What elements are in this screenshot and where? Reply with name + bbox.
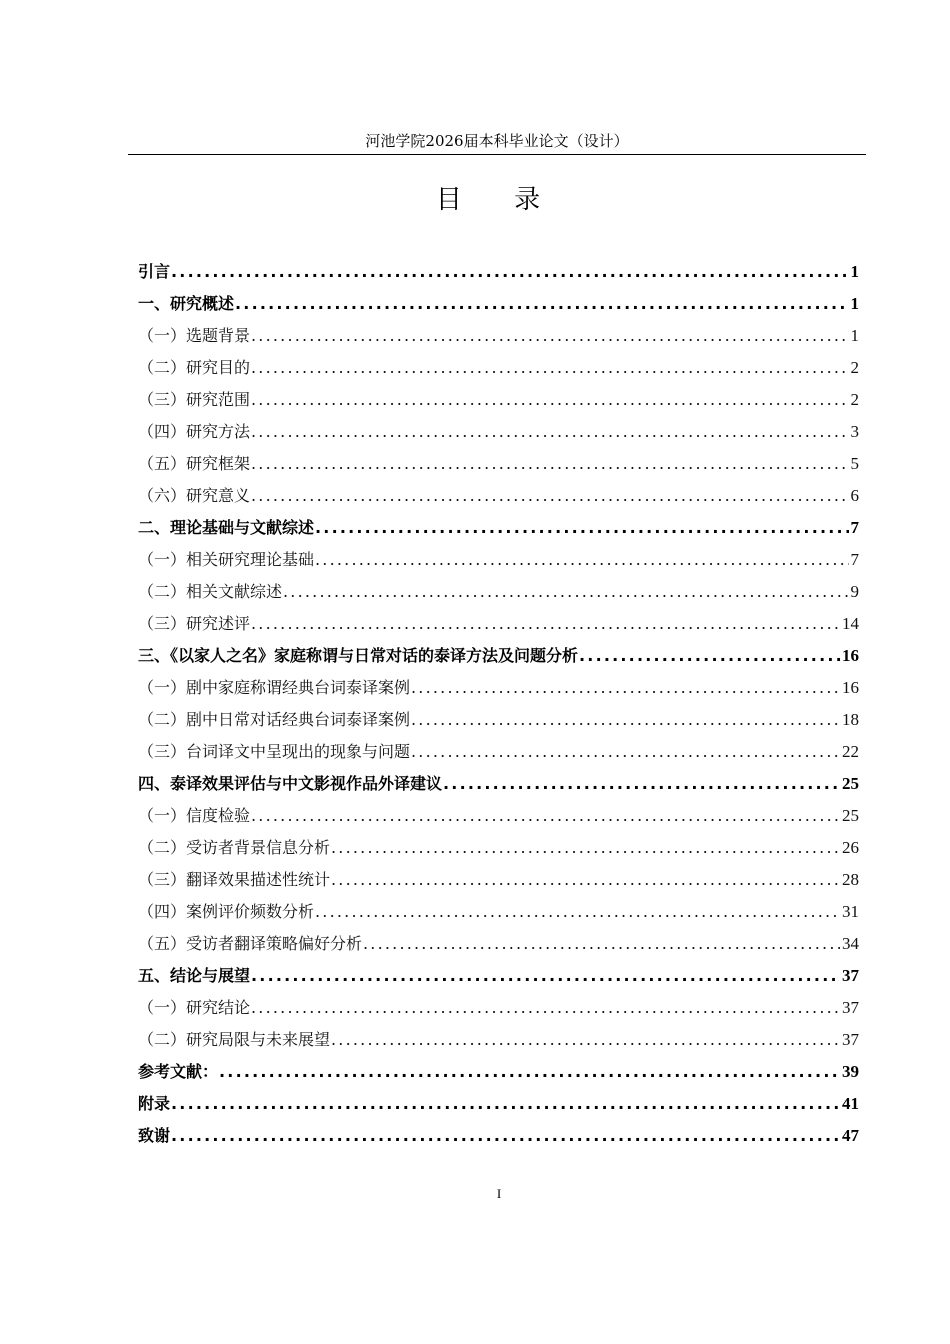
toc-entry-label: （六）研究意义	[138, 486, 251, 505]
page-number: I	[496, 1186, 502, 1201]
toc-entry-page: 41	[842, 1094, 859, 1113]
toc-entry-page: 1	[850, 326, 859, 345]
toc-entry-label: （一）剧中家庭称谓经典台词泰译案例	[138, 678, 411, 697]
toc-entry[interactable]	[138, 704, 859, 736]
toc-dot-leader	[315, 896, 840, 928]
toc-entry[interactable]	[138, 864, 859, 896]
toc-entry-page: 1	[850, 294, 859, 313]
toc-entry-label: 四、泰译效果评估与中文影视作品外译建议	[138, 774, 443, 793]
toc-dot-leader	[219, 1056, 840, 1088]
toc-dot-leader	[315, 544, 848, 576]
toc-entry-page: 16	[842, 678, 859, 697]
toc-entry-page: 22	[842, 742, 859, 761]
toc-entry-page: 9	[850, 582, 859, 601]
toc-entry-label: （二）研究目的	[138, 358, 251, 377]
toc-entry-page: 34	[842, 934, 859, 953]
toc-dot-leader	[411, 704, 840, 736]
toc-dot-leader	[251, 352, 848, 384]
toc-entry-page: 25	[842, 774, 859, 793]
toc-entry[interactable]	[138, 256, 859, 288]
toc-entry[interactable]	[138, 512, 859, 544]
toc-entry-label: （一）信度检验	[138, 806, 251, 825]
toc-dot-leader	[331, 864, 840, 896]
toc-entry-label: 附录	[138, 1094, 171, 1113]
toc-entry-label: 致谢	[138, 1126, 171, 1145]
table-of-contents	[138, 256, 859, 1152]
toc-entry-label: （二）剧中日常对话经典台词泰译案例	[138, 710, 411, 729]
toc-entry[interactable]	[138, 928, 859, 960]
toc-entry[interactable]	[138, 800, 859, 832]
toc-entry-page: 25	[842, 806, 859, 825]
toc-entry-label: （五）受访者翻译策略偏好分析	[138, 934, 363, 953]
toc-entry[interactable]	[138, 1120, 859, 1152]
running-header: 河池学院2026届本科毕业论文（设计）	[365, 132, 629, 150]
toc-entry-page: 2	[850, 390, 859, 409]
toc-entry[interactable]	[138, 992, 859, 1024]
header-rule	[128, 154, 866, 155]
toc-dot-leader	[171, 1120, 840, 1152]
toc-entry-label: （二）研究局限与未来展望	[138, 1030, 331, 1049]
toc-dot-leader	[171, 256, 848, 288]
toc-entry-page: 18	[842, 710, 859, 729]
toc-entry[interactable]	[138, 1024, 859, 1056]
toc-entry[interactable]	[138, 480, 859, 512]
toc-dot-leader	[315, 512, 848, 544]
toc-dot-leader	[251, 416, 848, 448]
toc-entry-page: 26	[842, 838, 859, 857]
toc-entry-page: 37	[842, 966, 859, 985]
toc-entry[interactable]	[138, 736, 859, 768]
toc-entry-page: 39	[842, 1062, 859, 1081]
toc-entry-label: （四）研究方法	[138, 422, 251, 441]
toc-entry-page: 14	[842, 614, 859, 633]
toc-dot-leader	[443, 768, 840, 800]
toc-dot-leader	[363, 928, 840, 960]
toc-entry[interactable]	[138, 608, 859, 640]
toc-entry[interactable]	[138, 768, 859, 800]
toc-entry-page: 2	[850, 358, 859, 377]
toc-entry[interactable]	[138, 416, 859, 448]
toc-entry[interactable]	[138, 1088, 859, 1120]
toc-dot-leader	[171, 1088, 840, 1120]
toc-entry-label: （一）研究结论	[138, 998, 251, 1017]
toc-entry[interactable]	[138, 544, 859, 576]
toc-entry-label: （三）台词译文中呈现出的现象与问题	[138, 742, 411, 761]
toc-dot-leader	[251, 800, 840, 832]
toc-entry-page: 47	[842, 1126, 859, 1145]
toc-dot-leader	[235, 288, 848, 320]
toc-entry-page: 1	[850, 262, 859, 281]
toc-entry-page: 3	[850, 422, 859, 441]
toc-entry-label: （三）翻译效果描述性统计	[138, 870, 331, 889]
toc-dot-leader	[251, 384, 848, 416]
toc-entry-label: （三）研究范围	[138, 390, 251, 409]
toc-entry-label: （四）案例评价频数分析	[138, 902, 315, 921]
toc-entry-page: 28	[842, 870, 859, 889]
toc-dot-leader	[579, 640, 840, 672]
toc-entry-label: （一）选题背景	[138, 326, 251, 345]
toc-entry-page: 7	[850, 518, 859, 537]
toc-entry-label: 二、理论基础与文献综述	[138, 518, 315, 537]
toc-dot-leader	[251, 992, 840, 1024]
toc-entry-page: 37	[842, 1030, 859, 1049]
toc-entry-label: 参考文献：	[138, 1062, 219, 1081]
toc-entry-page: 31	[842, 902, 859, 921]
toc-entry[interactable]	[138, 576, 859, 608]
toc-dot-leader	[251, 960, 840, 992]
toc-dot-leader	[283, 576, 848, 608]
toc-entry-label: 五、结论与展望	[138, 966, 251, 985]
toc-entry[interactable]	[138, 384, 859, 416]
toc-dot-leader	[331, 1024, 840, 1056]
toc-entry-label: （一）相关研究理论基础	[138, 550, 315, 569]
toc-entry-page: 6	[850, 486, 859, 505]
toc-entry-label: （二）受访者背景信息分析	[138, 838, 331, 857]
toc-entry[interactable]	[138, 672, 859, 704]
toc-entry[interactable]	[138, 832, 859, 864]
toc-dot-leader	[411, 672, 840, 704]
toc-entry-page: 37	[842, 998, 859, 1017]
toc-dot-leader	[411, 736, 840, 768]
toc-entry-label: （二）相关文献综述	[138, 582, 283, 601]
toc-dot-leader	[331, 832, 840, 864]
toc-entry[interactable]	[138, 448, 859, 480]
toc-entry-label: （三）研究述评	[138, 614, 251, 633]
toc-entry-page: 7	[850, 550, 859, 569]
toc-entry-label: 一、研究概述	[138, 294, 235, 313]
toc-dot-leader	[251, 608, 840, 640]
toc-entry[interactable]	[138, 960, 859, 992]
toc-dot-leader	[251, 448, 848, 480]
toc-entry-page: 16	[842, 646, 859, 665]
toc-entry-label: 三、《以家人之名》家庭称谓与日常对话的泰译方法及问题分析	[138, 646, 579, 665]
toc-dot-leader	[251, 320, 848, 352]
toc-entry[interactable]	[138, 1056, 859, 1088]
toc-title: 目 录	[435, 185, 563, 215]
toc-entry[interactable]	[138, 640, 859, 672]
toc-dot-leader	[251, 480, 848, 512]
toc-entry[interactable]	[138, 288, 859, 320]
toc-entry-label: 引言	[138, 262, 171, 281]
toc-entry-page: 5	[850, 454, 859, 473]
toc-entry-label: （五）研究框架	[138, 454, 251, 473]
toc-entry[interactable]	[138, 896, 859, 928]
toc-entry[interactable]	[138, 352, 859, 384]
toc-entry[interactable]	[138, 320, 859, 352]
